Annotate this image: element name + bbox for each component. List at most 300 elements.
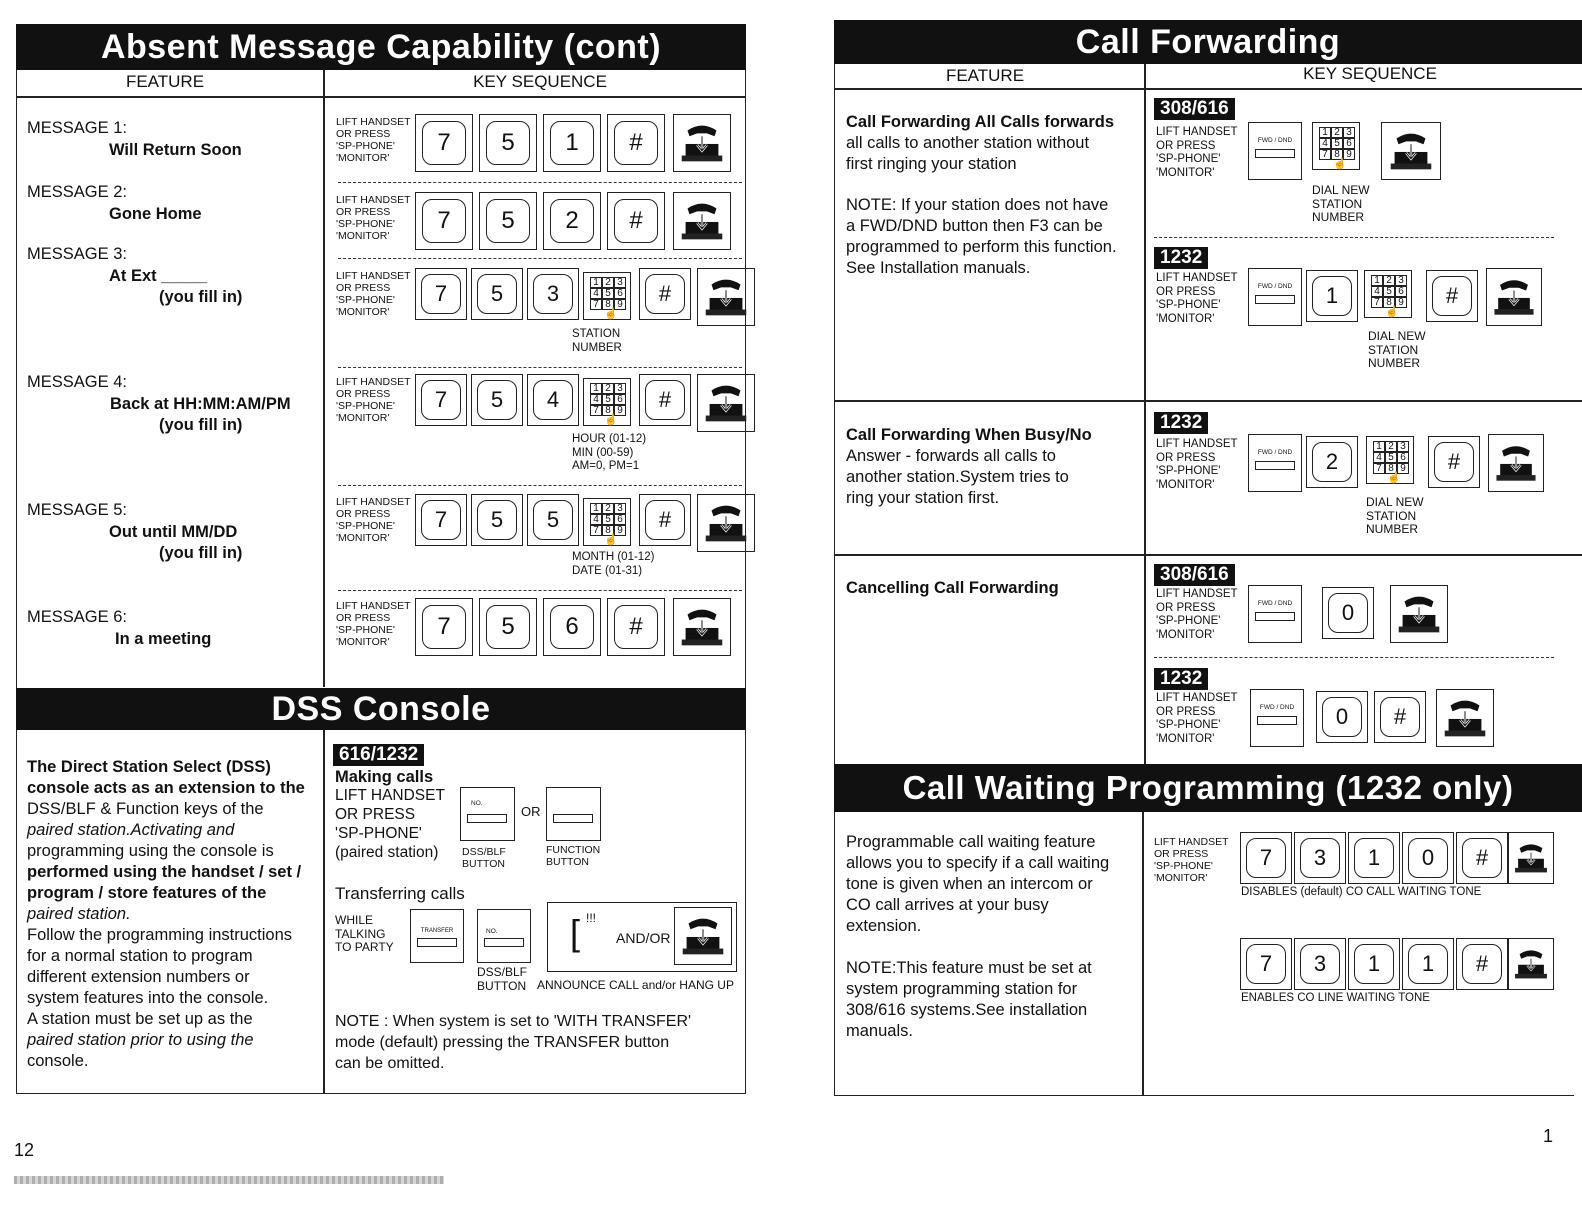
text-line: OR PRESS	[1156, 705, 1216, 718]
dial-key-label: #	[1462, 838, 1502, 878]
message-label: MESSAGE 6:	[27, 608, 127, 626]
monitor-phone-icon	[673, 114, 731, 172]
text-line: OR PRESS	[336, 282, 391, 294]
text-line: Call Forwarding All Calls forwards	[846, 113, 1115, 131]
text-line: (paired station)	[335, 844, 439, 861]
caption	[572, 328, 622, 355]
fwd-dnd-label: FWD / DND	[1257, 137, 1293, 144]
text-line: different extension numbers or	[27, 968, 250, 986]
text-line: FUNCTION	[546, 844, 601, 856]
text-line: tone is given when an intercom or	[846, 875, 1093, 893]
text-line: See Installation manuals.	[846, 259, 1031, 277]
text-line: programming using the console is	[27, 842, 274, 860]
dial-key-label: 5	[533, 500, 573, 540]
monitor-phone-icon	[697, 268, 755, 326]
dial-key-label: 7	[422, 605, 466, 649]
text-line: DIAL NEW	[1312, 183, 1370, 197]
pointing-hand-icon: ☝	[1385, 306, 1399, 318]
waiting-lift-text	[1154, 836, 1228, 884]
keypad-icon: 1 2 3 4 5 6 7 8 9 ☝	[583, 378, 631, 426]
transfer-dss-caption	[477, 966, 527, 993]
waiting-description	[846, 832, 1109, 937]
dial-key-label: 5	[486, 199, 530, 243]
dial-key[interactable]	[415, 114, 473, 172]
announce-caption: ANNOUNCE CALL and/or HANG UP	[537, 978, 734, 992]
message-label: MESSAGE 5:	[27, 501, 127, 519]
dial-key[interactable]	[1402, 938, 1454, 990]
transfer-dss-button[interactable]: NO.	[477, 909, 531, 963]
disables-caption: DISABLES (default) CO CALL WAITING TONE	[1241, 886, 1482, 898]
dial-key-label: 5	[486, 605, 530, 649]
text-line: 'MONITOR'	[1156, 732, 1215, 745]
enables-caption: ENABLES CO LINE WAITING TONE	[1241, 992, 1430, 1004]
text-line: WHILE	[335, 913, 374, 927]
function-caption	[546, 844, 600, 868]
text-line: NOTE:This feature must be set at	[846, 959, 1092, 977]
dial-key-label: 5	[477, 274, 517, 314]
dial-key-label: 0	[1322, 697, 1362, 737]
pointing-hand-icon: ☝	[1333, 158, 1347, 170]
text-line: DIAL NEW	[1368, 329, 1426, 343]
text-line: 'SP-PHONE'	[1156, 299, 1221, 311]
dial-key-label: 1	[1312, 276, 1352, 316]
message-text: Will Return Soon	[109, 141, 242, 159]
text-line: NUMBER	[1366, 522, 1419, 536]
text-line: Answer - forwards all calls to	[846, 447, 1056, 465]
text-line: LIFT HANDSET	[336, 270, 411, 282]
text-line: 'MONITOR'	[336, 532, 390, 544]
text-line: Follow the programming instructions	[27, 926, 293, 944]
text-line: 'MONITOR'	[336, 152, 390, 164]
dial-key[interactable]	[415, 192, 473, 250]
dial-key-label: #	[1462, 944, 1502, 984]
caption	[572, 433, 646, 474]
text-line: console acts as an extension to the	[27, 779, 305, 797]
text-line: STATION	[1312, 196, 1363, 211]
dss-model-badge: 616/1232	[333, 744, 424, 766]
caption	[1368, 330, 1426, 371]
dial-key[interactable]	[527, 374, 579, 426]
dial-key[interactable]	[607, 598, 665, 656]
left-col-feature: FEATURE	[80, 72, 250, 92]
dial-key-label: 7	[1246, 838, 1286, 878]
caption	[1366, 496, 1424, 537]
text-line: 'SP-PHONE'	[336, 140, 395, 152]
text-line: OR PRESS	[335, 806, 416, 823]
dial-key[interactable]	[479, 598, 537, 656]
dial-key[interactable]	[1456, 832, 1508, 884]
lift-handset-text	[1156, 588, 1238, 642]
making-calls-lines	[335, 786, 445, 862]
message-text: Out until MM/DD	[109, 523, 238, 541]
text-line: OR PRESS	[1156, 601, 1216, 614]
dial-key-label: 7	[422, 199, 466, 243]
text-line: paired station.Activating and	[27, 821, 235, 839]
text-line: OR PRESS	[1156, 285, 1216, 298]
keypad-icon: 1 2 3 4 5 6 7 8 9 ☝	[1366, 436, 1414, 484]
text-line: 'MONITOR'	[336, 412, 390, 424]
text-line: 'SP-PHONE'	[336, 624, 395, 636]
fwd-dnd-label: FWD / DND	[1257, 600, 1293, 607]
text-line: TALKING	[335, 926, 386, 941]
row-divider	[338, 258, 742, 259]
dial-key-label: 1	[1354, 944, 1394, 984]
dial-key-label: #	[645, 500, 685, 540]
dial-key-label: 3	[1300, 838, 1340, 878]
dial-key[interactable]	[1240, 832, 1292, 884]
text-line: ring your station first.	[846, 489, 1000, 507]
dss-blf-button[interactable]: NO.	[460, 787, 515, 841]
dial-key[interactable]	[1348, 938, 1400, 990]
text-line: 'SP-PHONE'	[336, 294, 395, 306]
monitor-phone-icon	[1486, 268, 1542, 326]
text-line: Call Forwarding When Busy/No	[846, 426, 1092, 444]
keypad-icon: 1 2 3 4 5 6 7 8 9 ☝	[583, 272, 631, 320]
dial-key-label: #	[645, 380, 685, 420]
text-line: 'MONITOR'	[336, 306, 390, 318]
fwd-dnd-lamp	[1255, 149, 1295, 158]
text-line: console.	[27, 1052, 89, 1070]
row-divider	[1154, 657, 1554, 658]
dial-key-label: 6	[550, 605, 594, 649]
monitor-phone-icon	[1381, 122, 1441, 180]
dss-note	[335, 1011, 691, 1074]
dial-key[interactable]	[1374, 691, 1426, 743]
lift-handset-text	[1156, 692, 1238, 746]
ring-icon: !!!	[586, 911, 597, 925]
text-line: DIAL NEW	[1366, 495, 1424, 509]
text-line: 'SP-PHONE'	[336, 520, 395, 532]
dial-key[interactable]	[527, 268, 579, 320]
dial-key-label: #	[1434, 442, 1474, 482]
model-badge: 1232	[1154, 247, 1208, 269]
fwd-dnd-label: FWD / DND	[1257, 283, 1293, 290]
text-line: mode (default) pressing the TRANSFER button	[335, 1034, 670, 1051]
text-line: 'MONITOR'	[1156, 312, 1215, 325]
text-line: system programming station for	[846, 980, 1078, 998]
row-divider	[338, 182, 742, 183]
text-line: NOTE: If your station does not have	[846, 196, 1109, 214]
all-calls-description	[846, 112, 1114, 175]
row-divider	[338, 367, 742, 368]
transfer-button[interactable]: TRANSFER	[410, 909, 464, 963]
fwd-dnd-button[interactable]	[1248, 122, 1302, 180]
dial-key-label: 1	[550, 121, 594, 165]
fwd-dnd-label: FWD / DND	[1259, 704, 1295, 711]
dial-key-label: #	[614, 121, 658, 165]
text-line: STATION	[1368, 342, 1419, 357]
text-line: NUMBER	[1312, 210, 1365, 224]
text-line: 'SP-PHONE'	[336, 400, 395, 412]
text-line: NUMBER	[1368, 356, 1421, 370]
right-title: Call Forwarding	[834, 20, 1582, 64]
left-col-key: KEY SEQUENCE	[420, 72, 660, 92]
pointing-hand-icon: ☝	[604, 534, 618, 546]
model-badge: 308/616	[1154, 98, 1235, 120]
fwd-dnd-button[interactable]	[1250, 689, 1304, 747]
text-line: OR PRESS	[336, 206, 391, 218]
dial-key-label: 7	[421, 380, 461, 420]
dial-key[interactable]	[415, 494, 467, 546]
fwd-dnd-button[interactable]	[1248, 585, 1302, 643]
lift-handset-text	[1156, 272, 1238, 326]
monitor-phone-icon	[697, 374, 755, 432]
text-line: 'SP-PHONE'	[1154, 860, 1213, 872]
message-label: MESSAGE 1:	[27, 119, 127, 137]
dial-key-label: 2	[550, 199, 594, 243]
caption	[1312, 184, 1370, 225]
text-line: STATION	[572, 328, 621, 340]
text-line: 308/616 systems.See installation	[846, 1001, 1088, 1019]
text-line: LIFT HANDSET	[336, 600, 411, 612]
or-label: OR	[521, 804, 541, 819]
message-label: MESSAGE 2:	[27, 183, 127, 201]
fwd-dnd-label: FWD / DND	[1257, 449, 1293, 456]
text-line: for a normal station to program	[27, 947, 253, 965]
text-line: A station must be set up as the	[27, 1010, 253, 1028]
lift-handset-text	[336, 600, 410, 648]
right-page-number: 1	[1543, 1126, 1554, 1146]
dial-key-label: 7	[422, 121, 466, 165]
message-text: Gone Home	[109, 205, 202, 223]
dial-key-label: #	[1432, 276, 1472, 316]
dial-key[interactable]	[1456, 938, 1508, 990]
bottom-smudge	[14, 1176, 444, 1184]
message-text: At Ext _____	[109, 267, 208, 285]
monitor-phone-icon	[1390, 585, 1448, 643]
message-fill-in: (you fill in)	[159, 288, 243, 306]
monitor-phone-icon	[1508, 938, 1554, 990]
keypad-icon: 1 2 3 4 5 6 7 8 9 ☝	[1364, 270, 1412, 318]
fwd-dnd-lamp	[1255, 612, 1295, 621]
dial-key-label: 3	[1300, 944, 1340, 984]
text-line: OR PRESS	[336, 508, 391, 520]
text-line: DATE (01-31)	[572, 564, 643, 577]
dial-key-label: #	[1380, 697, 1420, 737]
row-divider	[338, 590, 742, 591]
dial-key-label: 5	[486, 121, 530, 165]
text-line: NOTE : When system is set to 'WITH TRANSFER'	[335, 1013, 692, 1030]
dial-key-label: 1	[1354, 838, 1394, 878]
dial-key-label: 5	[477, 500, 517, 540]
dial-key[interactable]	[415, 598, 473, 656]
text-line: TO PARTY	[335, 940, 394, 954]
text-line: The Direct Station Select (DSS)	[27, 758, 271, 776]
left-page-number: 12	[14, 1140, 35, 1160]
text-line: program / store features of the	[27, 884, 267, 902]
text-line: STATION	[1366, 508, 1417, 523]
text-line: 'SP-PHONE'	[1156, 719, 1221, 731]
monitor-phone-icon	[673, 192, 731, 250]
dial-key-label: 7	[421, 500, 461, 540]
dial-key-label: 2	[1312, 442, 1352, 482]
dial-key[interactable]	[1294, 938, 1346, 990]
text-line: OR PRESS	[336, 388, 391, 400]
text-line: allows you to specify if a call waiting	[846, 854, 1110, 872]
message-fill-in: (you fill in)	[159, 416, 243, 434]
function-button[interactable]	[546, 787, 601, 841]
text-line: LIFT HANDSET	[336, 116, 411, 128]
dial-key[interactable]	[543, 192, 601, 250]
dial-key[interactable]	[471, 374, 523, 426]
dial-key[interactable]	[1322, 587, 1374, 639]
text-line: DSS/BLF	[477, 965, 528, 979]
text-line: DSS/BLF	[462, 846, 506, 858]
left-title: Absent Message Capability (cont)	[16, 24, 746, 70]
text-line: LIFT HANDSET	[1156, 438, 1238, 450]
caption	[572, 551, 654, 578]
dial-key[interactable]	[639, 268, 691, 320]
fwd-dnd-lamp	[1255, 461, 1295, 470]
dial-key[interactable]	[1306, 270, 1358, 322]
text-line: BUTTON	[546, 856, 589, 868]
text-line: Programmable call waiting feature	[846, 833, 1096, 851]
dial-key[interactable]	[471, 494, 523, 546]
cancel-description: Cancelling Call Forwarding	[846, 579, 1059, 597]
text-line: LIFT HANDSET	[336, 496, 411, 508]
text-line: BUTTON	[462, 858, 505, 870]
text-line: paired station.	[27, 905, 131, 923]
dial-key-label: 5	[477, 380, 517, 420]
message-label: MESSAGE 4:	[27, 373, 127, 391]
dial-key[interactable]	[639, 374, 691, 426]
text-line: 'MONITOR'	[336, 230, 390, 242]
dial-key[interactable]	[415, 374, 467, 426]
fwd-dnd-lamp	[1255, 295, 1295, 304]
while-talking	[335, 914, 394, 955]
fwd-dnd-lamp	[1257, 716, 1297, 725]
text-line: OR PRESS	[1156, 451, 1216, 464]
dial-key-label: 3	[533, 274, 573, 314]
dial-key-label: #	[614, 199, 658, 243]
andor-label: AND/OR	[616, 930, 671, 946]
dial-key[interactable]	[1348, 832, 1400, 884]
dial-key[interactable]	[527, 494, 579, 546]
lift-handset-text	[336, 116, 410, 164]
text-line: BUTTON	[477, 978, 527, 993]
text-line: performed using the handset / set /	[27, 863, 302, 881]
dial-key[interactable]	[543, 114, 601, 172]
dial-key[interactable]	[543, 598, 601, 656]
text-line: CO call arrives at your busy	[846, 896, 1049, 914]
text-line: LIFT HANDSET	[1154, 836, 1229, 848]
pointing-hand-icon: ☝	[604, 414, 618, 426]
making-calls-heading: Making calls	[335, 768, 434, 786]
text-line: OR PRESS	[336, 612, 391, 624]
dss-title: DSS Console	[16, 688, 746, 730]
dial-key[interactable]	[479, 114, 537, 172]
dial-key[interactable]	[471, 268, 523, 320]
dial-key[interactable]	[607, 114, 665, 172]
message-label: MESSAGE 3:	[27, 245, 127, 263]
dial-key-label: #	[614, 605, 658, 649]
text-line: LIFT HANDSET	[336, 194, 411, 206]
pointing-hand-icon: ☝	[604, 308, 618, 320]
dial-key-label: #	[645, 274, 685, 314]
text-line: LIFT HANDSET	[1156, 588, 1238, 600]
text-line: all calls to another station without	[846, 134, 1090, 152]
text-line: 'SP-PHONE'	[335, 825, 422, 842]
text-line: paired station prior to using the	[27, 1031, 254, 1049]
dial-key[interactable]	[1402, 832, 1454, 884]
text-line: DSS/BLF & Function keys of the	[27, 800, 264, 818]
text-line: system features into the console.	[27, 989, 269, 1007]
text-line: LIFT HANDSET	[336, 376, 411, 388]
text-line: 'MONITOR'	[1154, 872, 1208, 884]
text-line: LIFT HANDSET	[335, 787, 445, 804]
text-line: 'SP-PHONE'	[1156, 153, 1221, 165]
text-line: LIFT HANDSET	[1156, 126, 1238, 138]
right-col-key: KEY SEQUENCE	[1260, 64, 1480, 84]
fwd-dnd-button[interactable]	[1248, 434, 1302, 492]
text-line: another station.System tries to	[846, 468, 1069, 486]
dss-blf-caption	[462, 846, 506, 870]
dial-key[interactable]	[607, 192, 665, 250]
dial-key[interactable]	[1316, 691, 1368, 743]
dial-key-label: 1	[1408, 944, 1448, 984]
fwd-dnd-button[interactable]	[1248, 268, 1302, 326]
text-line: LIFT HANDSET	[1156, 692, 1238, 704]
model-badge: 1232	[1154, 668, 1208, 690]
all-calls-note	[846, 195, 1117, 279]
message-text: In a meeting	[115, 630, 212, 648]
text-line: manuals.	[846, 1022, 913, 1040]
keypad-icon: 1 2 3 4 5 6 7 8 9 ☝	[1312, 122, 1360, 170]
waiting-note	[846, 958, 1092, 1042]
text-line: extension.	[846, 917, 922, 935]
text-line: can be omitted.	[335, 1055, 445, 1072]
text-line: first ringing your station	[846, 155, 1017, 173]
text-line: 'MONITOR'	[1156, 166, 1215, 179]
pointing-hand-icon: ☝	[1387, 472, 1401, 484]
lift-handset-text	[1156, 126, 1238, 180]
dial-key-label: 7	[421, 274, 461, 314]
message-fill-in: (you fill in)	[159, 544, 243, 562]
right-col-feature: FEATURE	[900, 66, 1070, 86]
dial-key[interactable]	[1306, 436, 1358, 488]
lift-handset-text	[336, 496, 410, 544]
text-line: 'SP-PHONE'	[1156, 615, 1221, 627]
text-line: 'MONITOR'	[1156, 628, 1215, 641]
dial-key[interactable]	[415, 268, 467, 320]
dial-key[interactable]	[479, 192, 537, 250]
dial-key[interactable]	[1294, 832, 1346, 884]
dial-key-label: 4	[533, 380, 573, 420]
dial-key[interactable]	[1426, 270, 1478, 322]
text-line: NUMBER	[572, 341, 622, 354]
dial-key[interactable]	[639, 494, 691, 546]
dial-key-label: 0	[1408, 838, 1448, 878]
text-line: 'SP-PHONE'	[1156, 465, 1221, 477]
lift-handset-text	[1156, 438, 1238, 492]
dial-key[interactable]	[1428, 436, 1480, 488]
dial-key-label: 0	[1328, 593, 1368, 633]
monitor-phone-icon	[1488, 434, 1544, 492]
monitor-phone-icon	[1508, 832, 1554, 884]
text-line: 'MONITOR'	[1156, 478, 1215, 491]
lift-handset-text	[336, 270, 410, 318]
monitor-phone-icon	[1436, 689, 1494, 747]
text-line: OR PRESS	[1156, 139, 1216, 152]
handset-icon: [	[570, 912, 581, 953]
row-divider	[1154, 237, 1554, 238]
row-divider	[338, 485, 742, 486]
dial-key-label: 7	[1246, 944, 1286, 984]
dial-key[interactable]	[1240, 938, 1292, 990]
text-line: a FWD/DND button then F3 can be	[846, 217, 1103, 235]
text-line: OR PRESS	[336, 128, 391, 140]
text-line: OR PRESS	[1154, 848, 1209, 860]
